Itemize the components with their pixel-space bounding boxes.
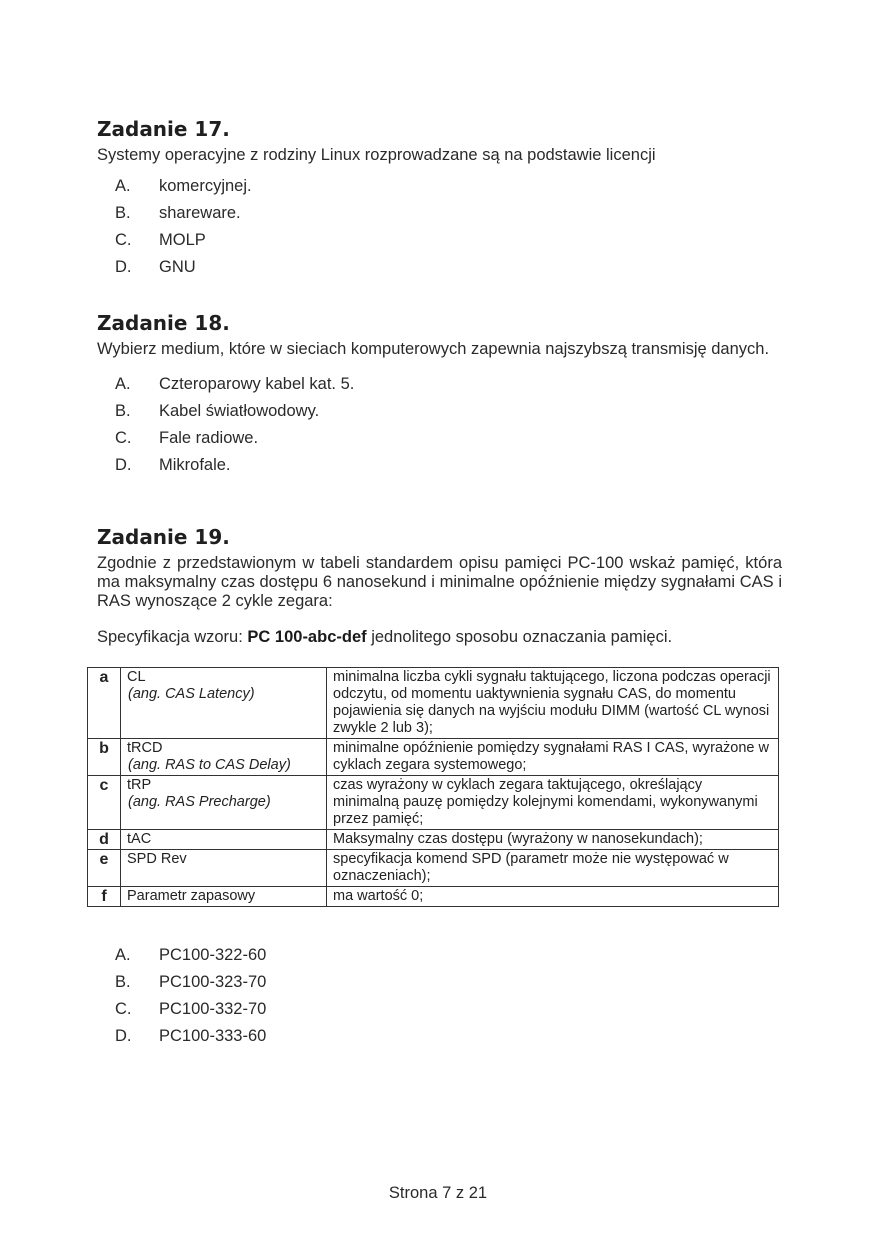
task-18-answers (97, 371, 782, 479)
answer-letter: B. (115, 402, 131, 420)
answer-letter: D. (115, 258, 132, 276)
row-description: czas wyrażony w cyklach zegara taktującego, określający minimalną pauzę pomiędzy kolejnymi komendami, wykonywanymi przez pamięć; (327, 776, 779, 830)
param-name: SPD Rev (127, 851, 187, 867)
answer-letter: B. (115, 204, 131, 222)
param-english: (ang. RAS to CAS Delay) (128, 757, 291, 773)
spec-line (97, 628, 782, 647)
param-name: tRP (127, 777, 152, 793)
row-key: f (88, 887, 121, 907)
table-row (88, 776, 779, 830)
param-name: tRCD (127, 740, 163, 756)
answer-letter: C. (115, 231, 132, 249)
spec-pattern: PC 100-abc-def (247, 628, 367, 646)
table-row (88, 668, 779, 739)
answer-text: Czteroparowy kabel kat. 5. (159, 375, 355, 393)
param-name: CL (127, 669, 146, 685)
answer-option (97, 969, 782, 996)
answer-text: Mikrofale. (159, 456, 231, 474)
row-param (121, 887, 327, 907)
answer-option (97, 227, 782, 254)
row-param (121, 739, 327, 776)
answer-text: Kabel światłowodowy. (159, 402, 320, 420)
task-19-question: Zgodnie z przedstawionym w tabeli standardem opisu pamięci PC-100 wskaż pamięć, która ma maksymalny czas dostępu 6 nanosekund i minimalne opóźnienie między sygnałami CAS i RAS wynoszące 2 cykle zegara: (97, 554, 782, 610)
answer-text: PC100-323-70 (159, 973, 267, 991)
task-17-title: Zadanie 17. (97, 117, 230, 141)
answer-text: PC100-332-70 (159, 1000, 267, 1018)
answer-text: GNU (159, 258, 196, 276)
task-17-question: Systemy operacyjne z rodziny Linux rozprowadzane są na podstawie licencji (97, 146, 656, 164)
spec-prefix: Specyfikacja wzoru: (97, 628, 248, 646)
answer-letter: C. (115, 429, 132, 447)
row-description: Maksymalny czas dostępu (wyrażony w nanosekundach); (327, 830, 779, 850)
task-17 (97, 117, 782, 281)
param-name: tAC (127, 831, 152, 847)
param-name: Parametr zapasowy (127, 888, 256, 904)
row-param (121, 850, 327, 887)
answer-option (97, 425, 782, 452)
answer-option (97, 996, 782, 1023)
answer-option (97, 452, 782, 479)
row-description: minimalna liczba cykli sygnału taktującego, liczona podczas operacji odczytu, od momentu uaktywnienia sygnału CAS, do momentu pojawienia się danych na wyjściu modułu DIMM (wartość CL wynosi zwykle 2 lub 3); (327, 668, 779, 739)
answer-letter: A. (115, 375, 131, 393)
answer-letter: B. (115, 973, 131, 991)
task-17-answers (97, 173, 782, 281)
answer-option (97, 1023, 782, 1050)
answer-letter: A. (115, 177, 131, 195)
task-18-question: Wybierz medium, które w sieciach komputerowych zapewnia najszybszą transmisję danych. (97, 340, 770, 358)
row-description: minimalne opóźnienie pomiędzy sygnałami RAS I CAS, wyrażone w cyklach zegara systemowego; (327, 739, 779, 776)
answer-option (97, 254, 782, 281)
task-19-answer-block (97, 942, 782, 1050)
answer-text: shareware. (159, 204, 241, 222)
row-description: ma wartość 0; (327, 887, 779, 907)
param-english: (ang. CAS Latency) (128, 686, 255, 702)
task-19-answers (97, 942, 782, 1050)
task-19 (97, 525, 782, 647)
table-row (88, 830, 779, 850)
task-18-title: Zadanie 18. (97, 311, 230, 335)
task-18 (97, 311, 782, 479)
page-number: Strona 7 z 21 (388, 1184, 488, 1202)
row-key: d (88, 830, 121, 850)
row-key: a (88, 668, 121, 739)
row-description: specyfikacja komend SPD (parametr może nie występować w oznaczeniach); (327, 850, 779, 887)
table-row (88, 739, 779, 776)
row-key: c (88, 776, 121, 830)
answer-text: MOLP (159, 231, 206, 249)
memory-spec-table (87, 667, 779, 907)
answer-letter: D. (115, 1027, 132, 1045)
answer-option (97, 371, 782, 398)
row-key: e (88, 850, 121, 887)
answer-letter: A. (115, 946, 131, 964)
answer-option (97, 173, 782, 200)
answer-text: PC100-333-60 (159, 1027, 267, 1045)
task-19-title: Zadanie 19. (97, 525, 230, 549)
answer-letter: D. (115, 456, 132, 474)
answer-text: PC100-322-60 (159, 946, 267, 964)
param-english: (ang. RAS Precharge) (128, 794, 271, 810)
answer-letter: C. (115, 1000, 132, 1018)
answer-option (97, 200, 782, 227)
row-param (121, 668, 327, 739)
answer-text: Fale radiowe. (159, 429, 259, 447)
row-param (121, 830, 327, 850)
answer-option (97, 398, 782, 425)
answer-text: komercyjnej. (159, 177, 252, 195)
answer-option (97, 942, 782, 969)
row-key: b (88, 739, 121, 776)
table-row (88, 887, 779, 907)
table-row (88, 850, 779, 887)
spec-suffix: jednolitego sposobu oznaczania pamięci. (366, 628, 673, 646)
row-param (121, 776, 327, 830)
